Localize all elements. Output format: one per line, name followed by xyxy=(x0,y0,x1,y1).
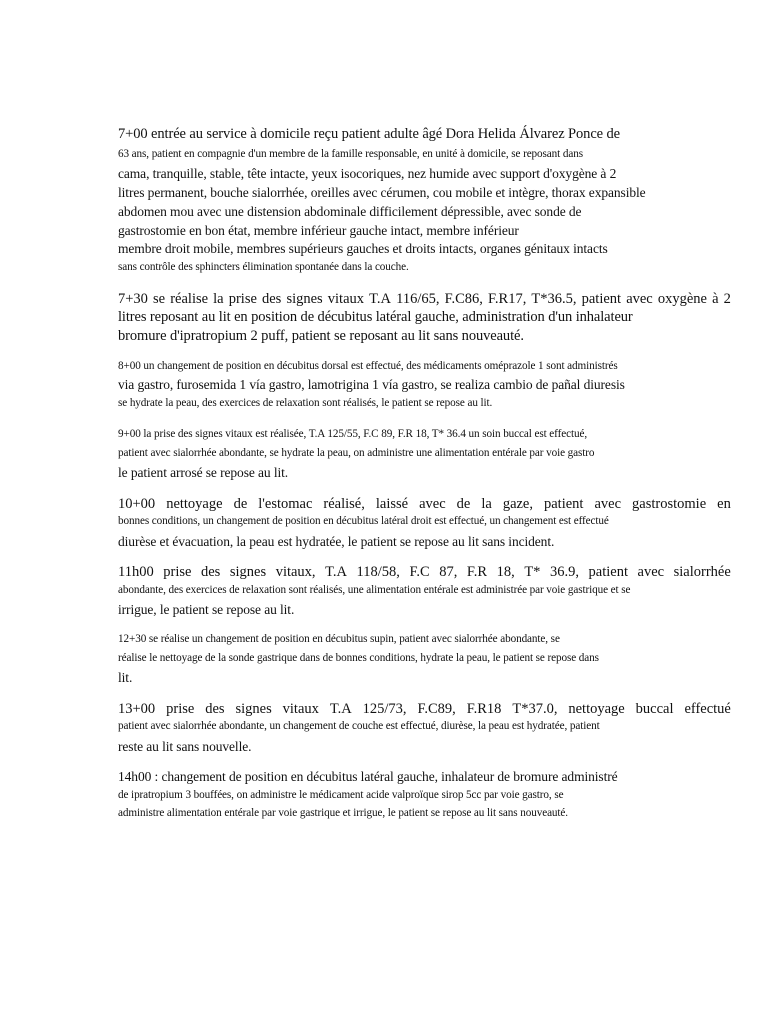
word: des xyxy=(262,291,282,307)
word: 7+30 xyxy=(118,291,148,307)
entry-14h00-line-3: administre alimentation entérale par voie gastrique et irrigue, le patient se repose au lit sans nouveauté. xyxy=(118,807,568,819)
word: 13+00 xyxy=(118,701,156,717)
entry-13h00-line-3: reste au lit sans nouvelle. xyxy=(118,739,252,754)
word: F.C86, xyxy=(444,291,483,307)
entry-14h00-line-1: 14h00 : changement de position en décubitus latéral gauche, inhalateur de bromure administré xyxy=(118,769,618,784)
word: 10+00 xyxy=(118,496,156,512)
word: signes xyxy=(229,564,267,580)
word: la xyxy=(213,291,224,307)
word: gastrostomie xyxy=(632,496,707,512)
word: T.A xyxy=(325,564,347,580)
word: 18, xyxy=(496,564,515,580)
word: laissé xyxy=(375,496,409,512)
word: F.C89, xyxy=(417,701,456,717)
entry-13h00-line-1 xyxy=(118,702,731,717)
word: 11h00 xyxy=(118,564,154,580)
entry-7h00-line-7: membre droit mobile, membres supérieurs gauches et droits intacts, organes génitaux intacts xyxy=(118,241,608,256)
entry-12h30-line-3: lit. xyxy=(118,670,133,685)
word: 36.9, xyxy=(549,564,579,580)
word: 125/73, xyxy=(362,701,407,717)
word: se xyxy=(153,291,166,307)
word: avec xyxy=(419,496,446,512)
word: patient xyxy=(544,496,584,512)
word: 87, xyxy=(439,564,458,580)
entry-9h00-line-3: le patient arrosé se repose au lit. xyxy=(118,465,289,480)
word: prise xyxy=(166,701,195,717)
word: oxygène xyxy=(657,291,707,307)
word: vitaux, xyxy=(275,564,316,580)
word: avec xyxy=(637,564,665,580)
entry-7h30-line-2: litres reposant au lit en position de décubitus latéral gauche, administration d'un inhalateur xyxy=(118,309,633,325)
entry-12h30-line-1: 12+30 se réalise un changement de position en décubitus supin, patient avec sialorrhée abondante, se xyxy=(118,633,560,645)
word: des xyxy=(201,564,221,580)
word: nettoyage xyxy=(568,701,625,717)
entry-8h00-line-2: via gastro, furosemida 1 vía gastro, lamotrigina 1 vía gastro, se realiza cambio de pañal diuresis xyxy=(118,377,625,392)
word: 116/65, xyxy=(396,291,440,307)
word: F.R18 xyxy=(466,701,502,717)
word: réalisé, xyxy=(323,496,365,512)
word: signes xyxy=(286,291,323,307)
entry-7h30-line-1 xyxy=(118,292,731,307)
word: avec xyxy=(594,496,622,512)
entry-7h00-line-3: cama, tranquille, stable, tête intacte, yeux isocoriques, nez humide avec support d'oxygène à 2 xyxy=(118,166,617,181)
word: T.A xyxy=(369,291,392,307)
word: signes xyxy=(235,701,272,717)
entry-10h00-line-3: diurèse et évacuation, la peau est hydratée, le patient se repose au lit sans incident. xyxy=(118,534,555,549)
word: F.C xyxy=(409,564,430,580)
entry-10h00-line-2: bonnes conditions, un changement de position en décubitus latéral droit est effectué, un changement est effectué xyxy=(118,515,609,527)
word: réalise xyxy=(170,291,209,307)
word: des xyxy=(205,701,225,717)
entry-7h00-line-5: abdomen mou avec une distension abdominale difficilement dépressible, avec sonde de xyxy=(118,204,582,219)
word: 118/58, xyxy=(356,564,400,580)
word: patient xyxy=(581,291,622,307)
entry-10h00-line-1 xyxy=(118,497,731,512)
word: F.R17, xyxy=(488,291,527,307)
entry-8h00-line-3: se hydrate la peau, des exercices de relaxation sont réalisés, le patient se repose au lit. xyxy=(118,397,493,409)
word: T* xyxy=(524,564,541,580)
entry-11h00-line-3: irrigue, le patient se repose au lit. xyxy=(118,602,295,617)
entry-9h00-line-1: 9+00 la prise des signes vitaux est réalisée, T.A 125/55, F.C 89, F.R 18, T* 36.4 un soin buccal est effectué, xyxy=(118,428,588,440)
word: prise xyxy=(228,291,257,307)
entry-11h00-line-1 xyxy=(118,565,731,580)
entry-7h00-line-6: gastrostomie en bon état, membre inférieur gauche intact, membre inférieur xyxy=(118,223,519,238)
entry-11h00-line-2: abondante, des exercices de relaxation sont réalisés, une alimentation entérale est administrée par voie gastrique et se xyxy=(118,584,631,596)
word: vitaux xyxy=(327,291,365,307)
word: 2 xyxy=(723,291,731,307)
word: patient xyxy=(588,564,628,580)
word: nettoyage xyxy=(166,496,223,512)
word: de xyxy=(233,496,248,512)
word: gaze, xyxy=(502,496,533,512)
word: F.R xyxy=(466,564,488,580)
word: T.A xyxy=(329,701,352,717)
entry-7h00-line-2: 63 ans, patient en compagnie d'un membre de la famille responsable, en unité à domicile, se reposant dans xyxy=(118,148,583,160)
word: sialorrhée xyxy=(673,564,731,580)
word: effectué xyxy=(684,701,731,717)
entry-7h00-line-8: sans contrôle des sphincters élimination spontanée dans la couche. xyxy=(118,261,409,273)
word: vitaux xyxy=(282,701,319,717)
word: la xyxy=(481,496,492,512)
entry-7h30-line-3: bromure d'ipratropium 2 puff, patient se reposant au lit sans nouveauté. xyxy=(118,328,524,344)
entry-7h00-line-4: litres permanent, bouche sialorrhée, oreilles avec cérumen, cou mobile et intègre, thorax expansible xyxy=(118,185,646,200)
word: avec xyxy=(626,291,653,307)
word: T*36.5, xyxy=(531,291,577,307)
word: l'estomac xyxy=(258,496,313,512)
entry-14h00-line-2: de ipratropium 3 bouffées, on administre le médicament acide valproïque sirop 5cc par voie gastro, se xyxy=(118,789,564,801)
entry-7h00-line-1: 7+00 entrée au service à domicile reçu patient adulte âgé Dora Helida Álvarez Ponce de xyxy=(118,126,621,142)
word: T*37.0, xyxy=(512,701,558,717)
word: en xyxy=(717,496,731,512)
entry-9h00-line-2: patient avec sialorrhée abondante, se hydrate la peau, on administre une alimentation entérale par voie gastro xyxy=(118,447,595,459)
entry-13h00-line-2: patient avec sialorrhée abondante, un changement de couche est effectué, diurèse, la peau est hydratée, patient xyxy=(118,720,600,732)
entry-8h00-line-1: 8+00 un changement de position en décubitus dorsal est effectué, des médicaments oméprazole 1 sont administrés xyxy=(118,360,618,372)
word: buccal xyxy=(635,701,674,717)
word: prise xyxy=(163,564,192,580)
word: de xyxy=(456,496,471,512)
entry-12h30-line-2: réalise le nettoyage de la sonde gastrique dans de bonnes conditions, hydrate la peau, le patient se repose dans xyxy=(118,652,599,664)
word: à xyxy=(712,291,719,307)
